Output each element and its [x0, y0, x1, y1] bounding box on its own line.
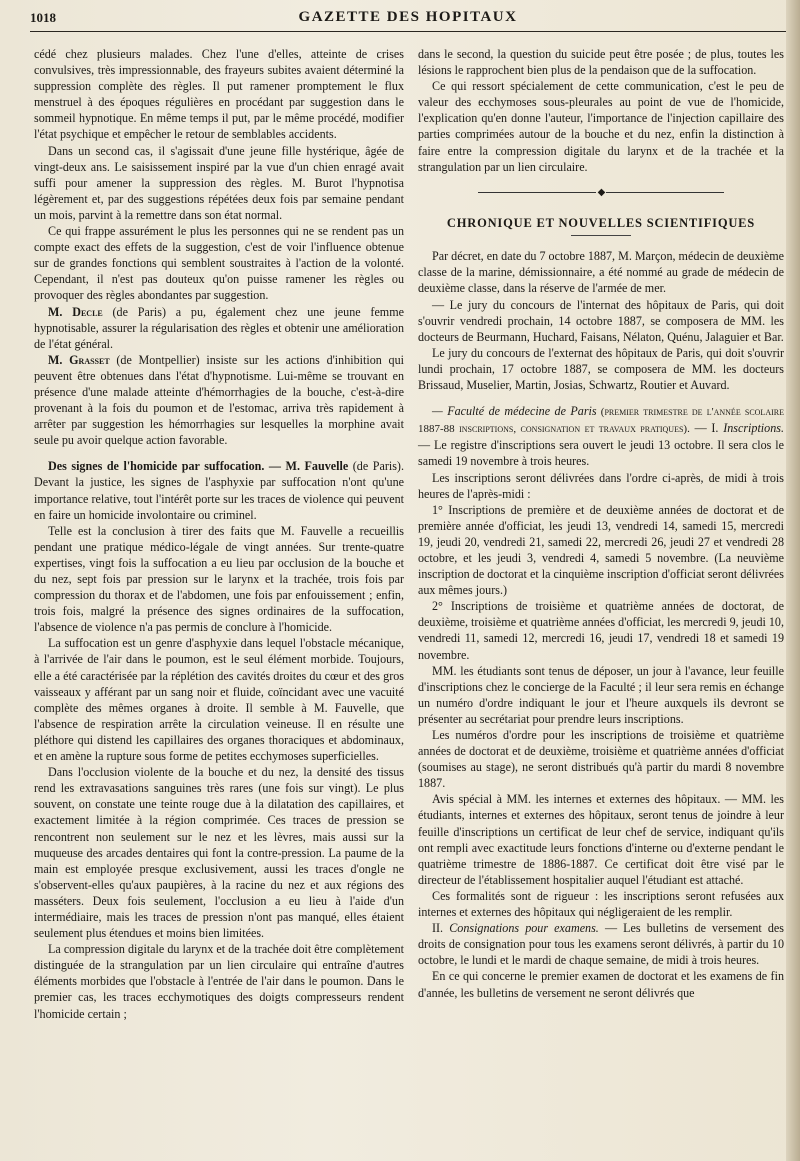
- paragraph: [418, 920, 784, 968]
- paragraph: 2° Inscriptions de troisième et quatrième années de doctorat, de deuxième, troisième et quatrième années d'officiat, les mercredi 9, jeudi 10, vendredi 11, samedi 12, mercredi 16, jeudi 17, vendredi 18 et samedi 19 novembre.: [418, 599, 784, 662]
- paragraph-text: — Les bulletins de versement des droits de consignation pour tous les examens seront délivrés, à partir du 10 octobre, le lundi et le mardi de chaque semaine, de midi à trois heures.: [418, 921, 784, 968]
- paragraph: Ce qui ressort spécialement de cette communication, c'est le peu de valeur des ecchymoses sous-pleurales au point de vue de l'homicide, l'explication qu'en donne l'auteur, l'importance de l'injection capillaire des parties comprimées autour de la bouche et du nez, enfin la distinction à faire entre la compression digitale du larynx et de la trachée et la strangulation par un lien circulaire.: [418, 79, 784, 174]
- paragraph: dans le second, la question du suicide peut être posée ; de plus, toutes les lésions le rapprochent bien plus de la pendaison que de la suffocation.: [418, 47, 784, 78]
- paragraph: [34, 458, 404, 522]
- paragraph: Les inscriptions seront délivrées dans l'ordre ci-après, de midi à trois heures de l'après-midi :: [418, 470, 784, 501]
- paragraph: Ce qui frappe assurément le plus les personnes qui ne se rendent pas un compte exact des effets de la suggestion, c'est de voir l'influence obtenue sur de grandes fonctions qui semblent soustraites à l'action de la volonté. Cependant, il n'est pas douteux qu'on puisse ramener les règles ou provoquer des règles abondantes par suggestion.: [34, 224, 404, 303]
- faculty-heading: — Faculté de médecine de Paris: [432, 404, 597, 419]
- spacer: [418, 393, 784, 403]
- spacer: [34, 448, 404, 458]
- paragraph-text: II.: [432, 921, 450, 936]
- page-header: [30, 8, 786, 32]
- speaker-name: M. Decle: [48, 304, 103, 319]
- paragraph: [34, 352, 404, 449]
- paragraph: MM. les étudiants sont tenus de déposer, un jour à l'avance, leur feuille d'inscriptions chez le concierge de la Faculté ; il leur sera remis en échange un numéro d'ordre indiquant le jour et l'heure auxquels ils devront se présenter au secrétariat pour prendre leurs inscriptions.: [418, 663, 784, 726]
- paragraph: Avis spécial à MM. les internes et externes des hôpitaux. — MM. les étudiants, internes et externes des hôpitaux, seront tenus de joindre à leur feuille d'inscriptions un certificat de leur chef de service, indiquant qu'ils ont rempli avec exactitude leurs fonctions d'interne ou d'externe pendant le quatrième trimestre de 1886-1887. Ce certificat doit être visé par le directeur de l'établissement hospitalier auquel l'étudiant est attaché.: [418, 792, 784, 887]
- journal-title: GAZETTE DES HOPITAUX: [298, 9, 518, 25]
- paragraph: cédé chez plusieurs malades. Chez l'une d'elles, atteinte de crises convulsives, très impressionnable, des frayeurs subites avaient déterminé la suppression complète des règles. Il put ramener promptement le flux menstruel à des époques régulières en procédant par suggestion dans le sommeil hypnotique. En même temps il put, par le même procédé, modifier l'état psychique et empêcher le retour de semblables accidents.: [34, 47, 404, 142]
- section-subrule: [571, 235, 631, 236]
- paragraph: 1° Inscriptions de première et de deuxième années de doctorat et de première année d'officiat, les jeudi 13, vendredi 14, samedi 15, mercredi 19, jeudi 20, vendredi 21, samedi 22, mercredi 26, jeudi 27 et vendredi 28 octobre, et les jeudi 3, vendredi 4, samedi 5 novembre. (La neuvième inscription de doctorat et la cinquième inscription d'officiat seront délivrées aux mêmes jours.): [418, 502, 784, 598]
- paragraph: — Le jury du concours de l'internat des hôpitaux de Paris, qui doit s'ouvrir vendredi prochain, 14 octobre 1887, se composera de MM. les docteurs de Beurmann, Huchard, Faisans, Nélaton, Quénu, Jalaguier et Bar.: [418, 297, 784, 344]
- inscriptions-heading: Inscriptions.: [723, 421, 784, 436]
- header-rule: [30, 31, 786, 32]
- page-number: 1018: [30, 10, 56, 25]
- section-divider: ◆: [418, 185, 784, 201]
- paragraph: [34, 304, 404, 352]
- paragraph: La compression digitale du larynx et de la trachée doit être complètement distinguée de la strangulation par un lien circulaire qui entraîne d'autres éléments morbides que l'obstacle à l'entrée de l'air dans le poumon. Dans le premier cas, les traces ecchymotiques des doigts compresseurs rendent l'homicide certain ;: [34, 942, 404, 1021]
- article-title: Des signes de l'homicide par suffocation. — M. Fauvelle: [48, 459, 349, 474]
- paragraph: En ce qui concerne le premier examen de doctorat et les examens de fin d'année, les bulletins de versement ne seront délivrés que: [418, 969, 784, 1000]
- paragraph: Le jury du concours de l'externat des hôpitaux de Paris, qui doit s'ouvrir lundi prochain, 17 octobre 1887, se composera de MM. les docteurs Brissaud, Muselier, Martin, Josias, Schwartz, Routier et Auvard.: [418, 345, 784, 393]
- paragraph-text: (de Paris) a pu, également chez une jeune femme hypnotisable, assurer la régularisation des règles et obtenir une amélioration de l'état général.: [34, 304, 404, 351]
- paragraph: Par décret, en date du 7 octobre 1887, M. Marçon, médecin de deuxième classe de la marine, démissionnaire, a été nommé au grade de médecin de deuxième classe, dans la réserve de l'armée de mer.: [418, 249, 784, 296]
- left-column: [34, 46, 404, 1022]
- section-title: CHRONIQUE ET NOUVELLES SCIENTIFIQUES: [446, 216, 756, 231]
- paragraph: Ces formalités sont de rigueur : les inscriptions seront refusées aux internes et externes des hôpitaux qui négligeraient de les remplir.: [418, 888, 784, 920]
- paragraph: Dans un second cas, il s'agissait d'une jeune fille hystérique, âgée de vingt-deux ans. Le saisissement inspiré par la vue d'un chien enragé avait suffi pour amener la suppression des règles. M. Burot l'hypnotisa légèrement et, par des suggestions répétées deux fois par semaine pendant un mois, parvint à la remettre dans son état normal.: [34, 143, 404, 222]
- paragraph-text: — Le registre d'inscriptions sera ouvert le jeudi 13 octobre. Il sera clos le samedi 19 novembre à trois heures.: [418, 438, 784, 469]
- paragraph: Dans l'occlusion violente de la bouche et du nez, la densité des tissus rend les extravasations sanguines très rares (une fois sur vingt). Le plus souvent, on constate une teinte rouge due à la dilatation des capillaires, et exactement limitée à la région comprimée. Ces traces de pression se rencontrent non seulement sur le nez et les lèvres, mais aussi sur la muqueuse des arcades dentaires qui font la contre-pression. La paume de la main est employée presque exclusivement, aussi les traces d'ongle ne s'observent-elles qu'aux paupières, à la racine du nez et aux régions des masséters. Deux fois seulement, l'occlusion a eu lieu à l'aide d'un intermédiaire, mais les traces de pression n'ont pas manqué, elles étaient seulement plus étendues et moins bien limitées.: [34, 765, 404, 941]
- paragraph-text: — I.: [689, 421, 724, 436]
- page-edge: [786, 0, 800, 1161]
- paragraph-text: (de Montpellier) insiste sur les actions d'inhibition qui peuvent être obtenues dans l'état d'hypnotisme. Lui-même se trouvant en présence d'une malade atteinte d'hémorrhagies de la bouche, c'est-à-dire provenant à la fois du poumon et de l'estomac, arriva très rapidement à arrêter par suggestion les hémorrhagies sur lesquelles la morphine avait seule pu avoir quelque action favorable.: [34, 352, 404, 448]
- consignations-heading: Consignations pour examens.: [449, 921, 599, 936]
- faculty-subheading: (premier trimestre de l'année scolaire 1887-88 inscriptions, consignation et travaux pratiques).: [418, 406, 784, 436]
- paragraph: Telle est la conclusion à tirer des faits que M. Fauvelle a recueillis pendant une pratique médico-légale de vingt années. Sur trente-quatre expertises, vingt fois la suffocation a eu lieu par occlusion de la bouche et du nez, sept fois par pression sur le larynx et la trachée, trois fois par compression du thorax et de l'abdomen, une fois par enfouissement ; enfin, trois fois, malgré la présence des signes ordinaires de la suffocation, l'absence de violence n'a pas permis de conclure à l'homicide.: [34, 523, 404, 635]
- paragraph-text: (de Paris). Devant la justice, les signes de l'asphyxie par suffocation n'ont qu'une importance relative, tout l'intérêt porte sur les traces de violence qui peuvent en faire un homicide involontaire ou criminel.: [34, 459, 404, 522]
- speaker-name: M. Grasset: [48, 352, 110, 367]
- right-column: [418, 46, 784, 1001]
- paragraph: [418, 403, 784, 469]
- paragraph: Les numéros d'ordre pour les inscriptions de troisième et quatrième années de doctorat et de deuxième, troisième et quatrième années d'officiat (soumises au stage), ne seront distribués qu'à partir du mardi 8 novembre 1887.: [418, 728, 784, 791]
- paragraph: La suffocation est un genre d'asphyxie dans lequel l'obstacle mécanique, à l'arrivée de l'air dans le poumon, est le seul élément morbide. Toujours, elle a été caractérisée par la réplétion des cavités droites du cœur et des gros vaisseaux y afférant par un sang noir et fluide, coïncidant avec une vacuité complète des mêmes organes à droite. Il semble à M. Fauvelle, que l'absence de respiration arrête la circulation veineuse. Il en résulte une pléthore qui distend les capillaires des organes thoraciques et abdominaux, et en amène la rupture sous forme de petites ecchymoses superficielles.: [34, 636, 404, 764]
